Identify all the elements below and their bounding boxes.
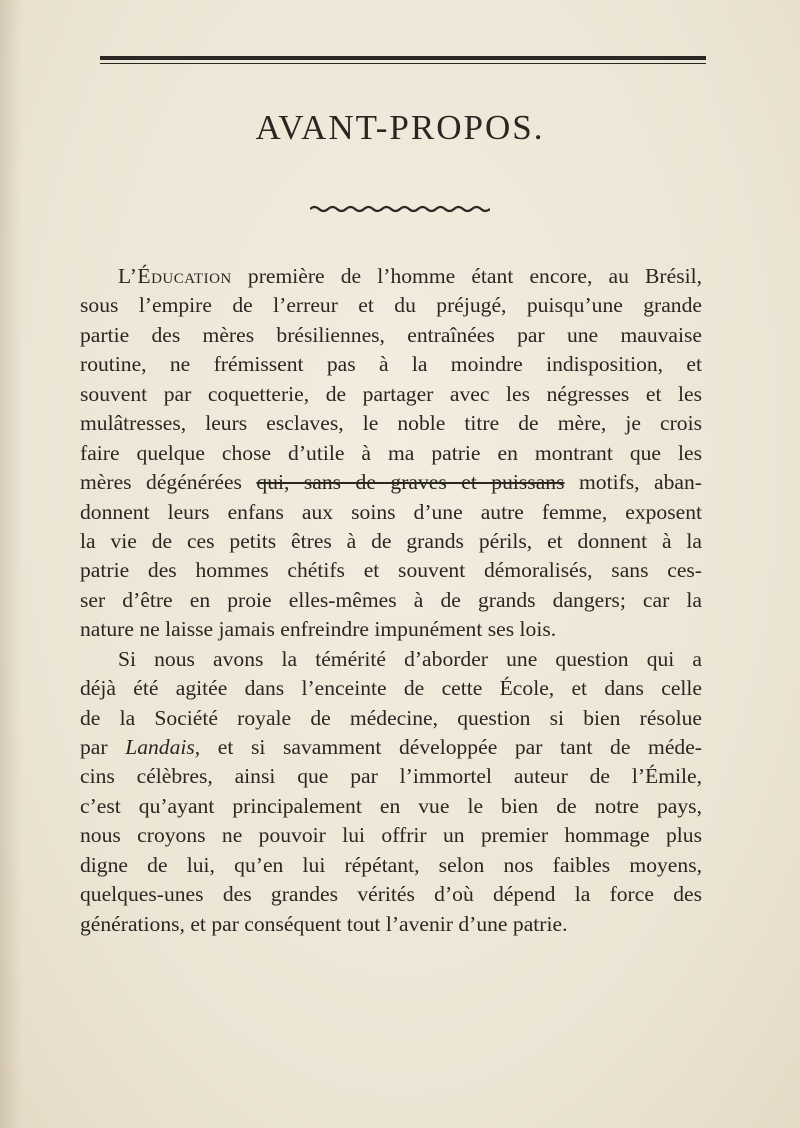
text-line: partie des mères brésiliennes, entraînées par une mauvaise — [80, 322, 702, 347]
text-line: par Landais, et si savamment développée par tant de méde- — [80, 735, 702, 759]
body-text — [80, 262, 702, 939]
text-line: générations, et par conséquent tout l’avenir d’une patrie. — [80, 911, 568, 936]
text-line: quelques-unes des grandes vérités d’où dépend la force des — [80, 882, 702, 907]
text-line: Si nous avons la témérité d’aborder une question qui a — [118, 646, 702, 671]
text-line: nous croyons ne pouvoir lui offrir un premier hommage plus — [80, 823, 702, 848]
header-rule-thick — [100, 56, 706, 60]
text-line: sous l’empire de l’erreur et du préjugé, puisqu’une grande — [80, 293, 702, 318]
text-line: cins célèbres, ainsi que par l’immortel auteur de l’Émile, — [80, 764, 702, 789]
text-line: L’Éducation première de l’homme étant encore, au Brésil, — [118, 264, 702, 288]
text-line: de la Société royale de médecine, question si bien résolue — [80, 705, 702, 730]
text-line: digne de lui, qu’en lui répétant, selon nos faibles moyens, — [80, 852, 702, 877]
text-line: routine, ne frémissent pas à la moindre indisposition, et — [80, 352, 702, 377]
text-line: déjà été agitée dans l’enceinte de cette École, et dans celle — [80, 676, 702, 701]
text-line: donnent leurs enfans aux soins d’une autre femme, exposent — [80, 499, 702, 524]
small-caps-opening: L’Éducation — [118, 264, 232, 288]
header-rule-thin — [100, 63, 706, 64]
text-line: c’est qu’ayant principalement en vue le bien de notre pays, — [80, 793, 702, 818]
text-line: mères dégénérées qui, sans de graves et puissans motifs, aban- — [80, 470, 702, 495]
text-line: la vie de ces petits êtres à de grands périls, et donnent à la — [80, 528, 702, 553]
struck-text: qui, sans de graves et puissans — [256, 470, 565, 495]
italic-name: Landais — [125, 735, 195, 759]
text-line: souvent par coquetterie, de partager avec les négresses et les — [80, 381, 702, 406]
text-line: nature ne laisse jamais enfreindre impunément ses lois. — [80, 617, 557, 642]
text-line: ser d’être en proie elles-mêmes à de grands dangers; car la — [80, 587, 702, 612]
page-title: AVANT-PROPOS. — [255, 108, 545, 147]
text-line: mulâtresses, leurs esclaves, le noble titre de mère, je crois — [80, 411, 702, 436]
page-binding-shadow — [0, 0, 22, 1128]
text-line: patrie des hommes chétifs et souvent démoralisés, sans ces- — [80, 558, 702, 583]
ornament-divider — [310, 205, 490, 213]
text-line: faire quelque chose d’utile à ma patrie en montrant que les — [80, 440, 702, 465]
